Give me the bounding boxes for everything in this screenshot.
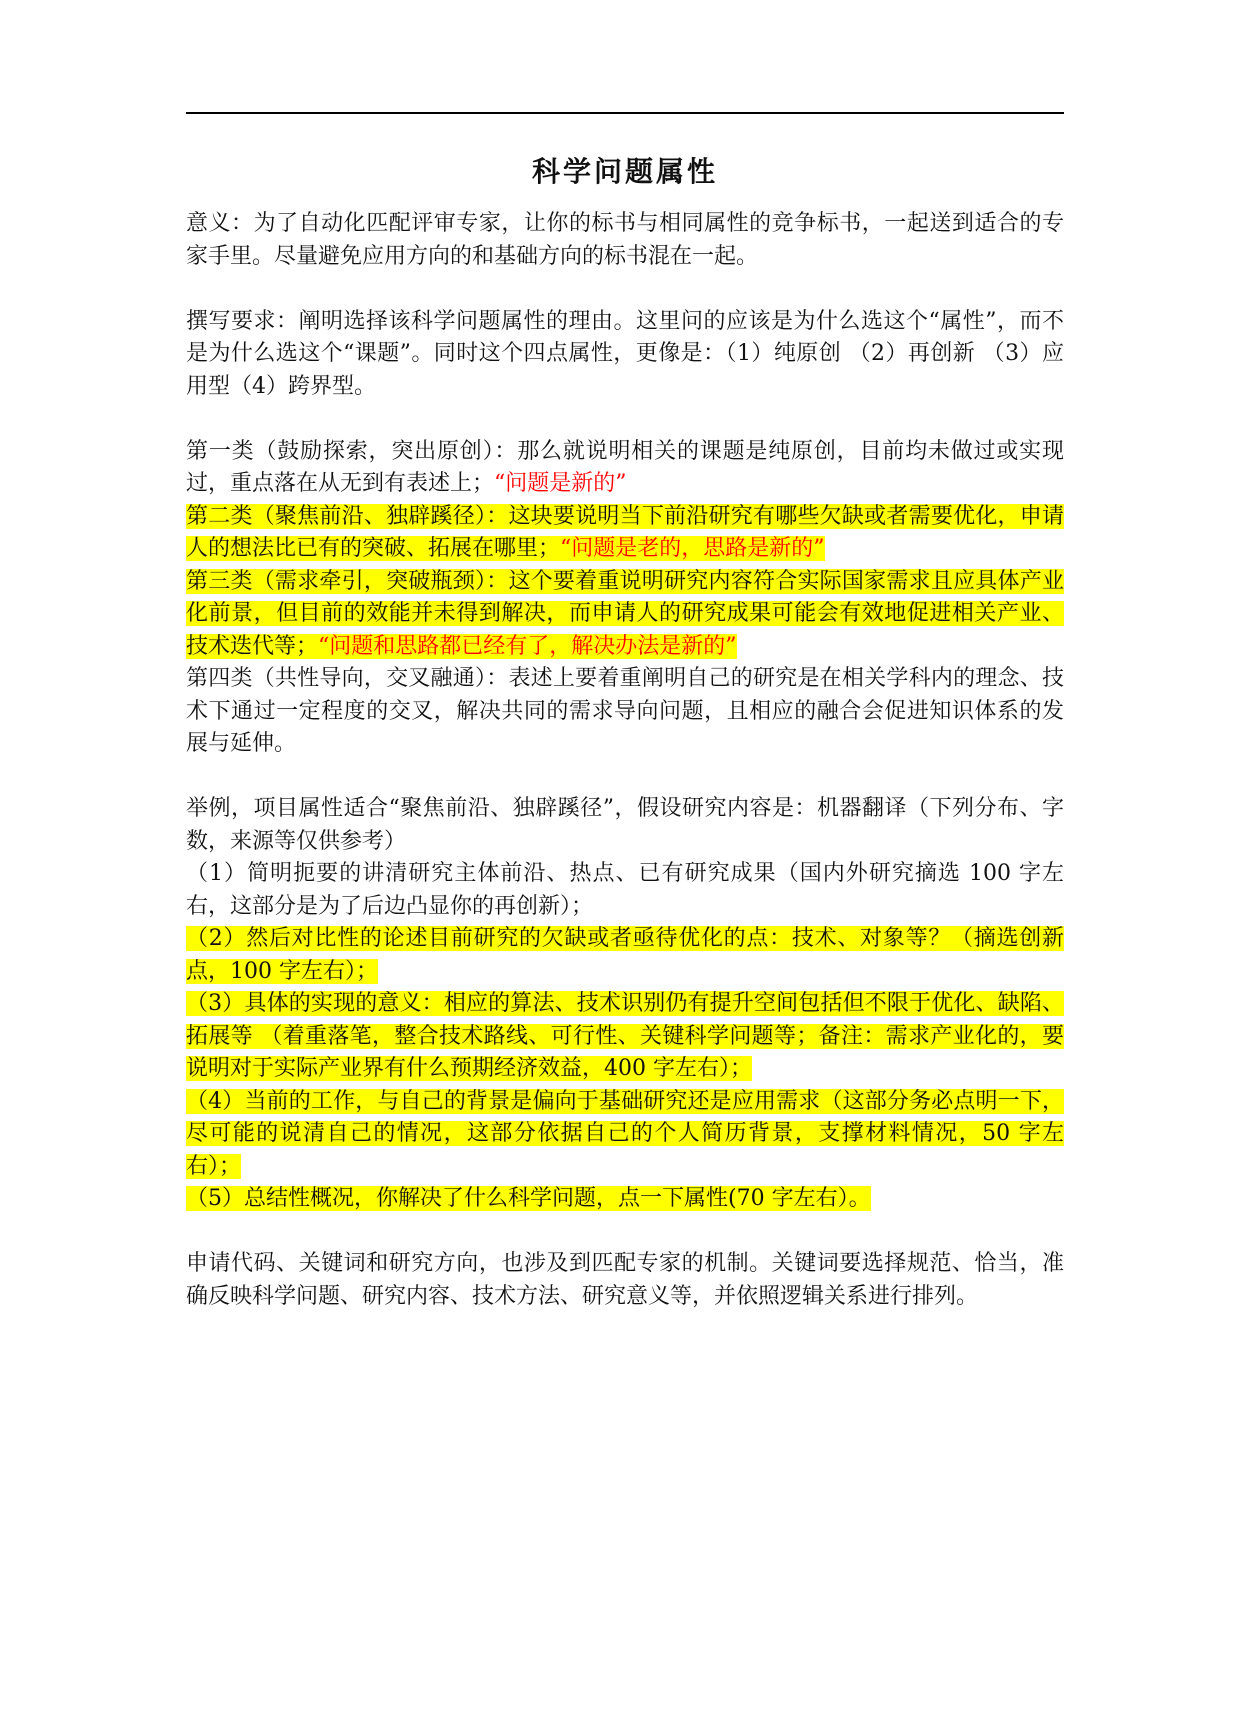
document-body — [186, 208, 1064, 1313]
paragraph-gap — [186, 403, 1064, 436]
category-4-paragraph — [186, 663, 1064, 761]
requirement-label: 撰写要求： — [186, 308, 299, 334]
document-page — [186, 0, 1064, 1720]
example-item-1: （1）简明扼要的讲清研究主体前沿、热点、已有研究成果（国内外研究摘选 100 字左右，这部分是为了后边凸显你的再创新）； — [186, 861, 1064, 919]
category-2-text: 第二类（聚焦前沿、独辟蹊径）：这块要说明当下前沿研究有哪些欠缺或者需要优化，申请人的想法比已有的突破、拓展在哪里； — [186, 503, 1064, 561]
requirement-text: 阐明选择该科学问题属性的理由。这里问的应该是为什么选这个“属性”，而不是为什么选这个“课题”。同时这个四点属性，更像是：（1）纯原创 （2）再创新 （3）应用型（4）跨界型。 — [186, 308, 1064, 399]
category-2-emphasis: “问题是老的，思路是新的” — [560, 536, 825, 561]
example-item-4 — [186, 1086, 1064, 1184]
category-3-emphasis: “问题和思路都已经有了，解决办法是新的” — [318, 633, 737, 659]
example-item-5 — [186, 1183, 1064, 1216]
category-1-text: 第一类（鼓励探索，突出原创）：那么就说明相关的课题是纯原创，目前均未做过或实现过，重点落在从无到有表述上； — [186, 438, 1064, 496]
paragraph-gap — [186, 1216, 1064, 1249]
requirement-paragraph — [186, 306, 1064, 404]
example-item-2-text: （2）然后对比性的论述目前研究的欠缺或者亟待优化的点：技术、对象等？（摘选创新点，100 字左右）； — [186, 926, 1064, 984]
example-item-2 — [186, 923, 1064, 988]
closing-paragraph: 申请代码、关键词和研究方向，也涉及到匹配专家的机制。关键词要选择规范、恰当，准确反映科学问题、研究内容、技术方法、研究意义等，并依照逻辑关系进行排列。 — [186, 1251, 1064, 1309]
category-1-emphasis: “问题是新的” — [494, 471, 627, 496]
category-3-paragraph — [186, 566, 1064, 664]
example-item-3-text: （3）具体的实现的意义：相应的算法、技术识别仍有提升空间包括但不限于优化、缺陷、拓展等 （着重落笔，整合技术路线、可行性、关键科学问题等；备注：需求产业化的，要说明对于实际产业界有什么预期经济效益，400 字左右）； — [186, 991, 1064, 1081]
paragraph-gap — [186, 761, 1064, 794]
example-intro: 举例，项目属性适合“聚焦前沿、独辟蹊径”，假设研究内容是：机器翻译（下列分布、字数，来源等仅供参考） — [186, 796, 1064, 854]
category-2-paragraph — [186, 501, 1064, 566]
example-item-4-text: （4）当前的工作，与自己的背景是偏向于基础研究还是应用需求（这部分务必点明一下，尽可能的说清自己的情况，这部分依据自己的个人简历背景，支撑材料情况，50 字左右）； — [186, 1088, 1064, 1179]
category-1-paragraph — [186, 436, 1064, 501]
category-4-text: 第四类（共性导向，交叉融通）：表述上要着重阐明自己的研究是在相关学科内的理念、技术下通过一定程度的交叉，解决共同的需求导向问题，且相应的融合会促进知识体系的发展与延伸。 — [186, 666, 1064, 756]
example-item-3 — [186, 988, 1064, 1086]
example-item-5-text: （5）总结性概况，你解决了什么科学问题，点一下属性(70 字左右）。 — [186, 1186, 871, 1211]
page-title: 科学问题属性 — [531, 155, 718, 188]
meaning-paragraph: 意义：为了自动化匹配评审专家，让你的标书与相同属性的竞争标书，一起送到适合的专家手里。尽量避免应用方向的和基础方向的标书混在一起。 — [186, 211, 1064, 269]
header-rule — [186, 112, 1064, 114]
paragraph-gap — [186, 273, 1064, 306]
category-3-text: 第三类（需求牵引，突破瓶颈）：这个要着重说明研究内容符合实际国家需求且应具体产业化前景，但目前的效能并未得到解决，而申请人的研究成果可能会有效地促进相关产业、技术迭代等； — [186, 568, 1064, 659]
